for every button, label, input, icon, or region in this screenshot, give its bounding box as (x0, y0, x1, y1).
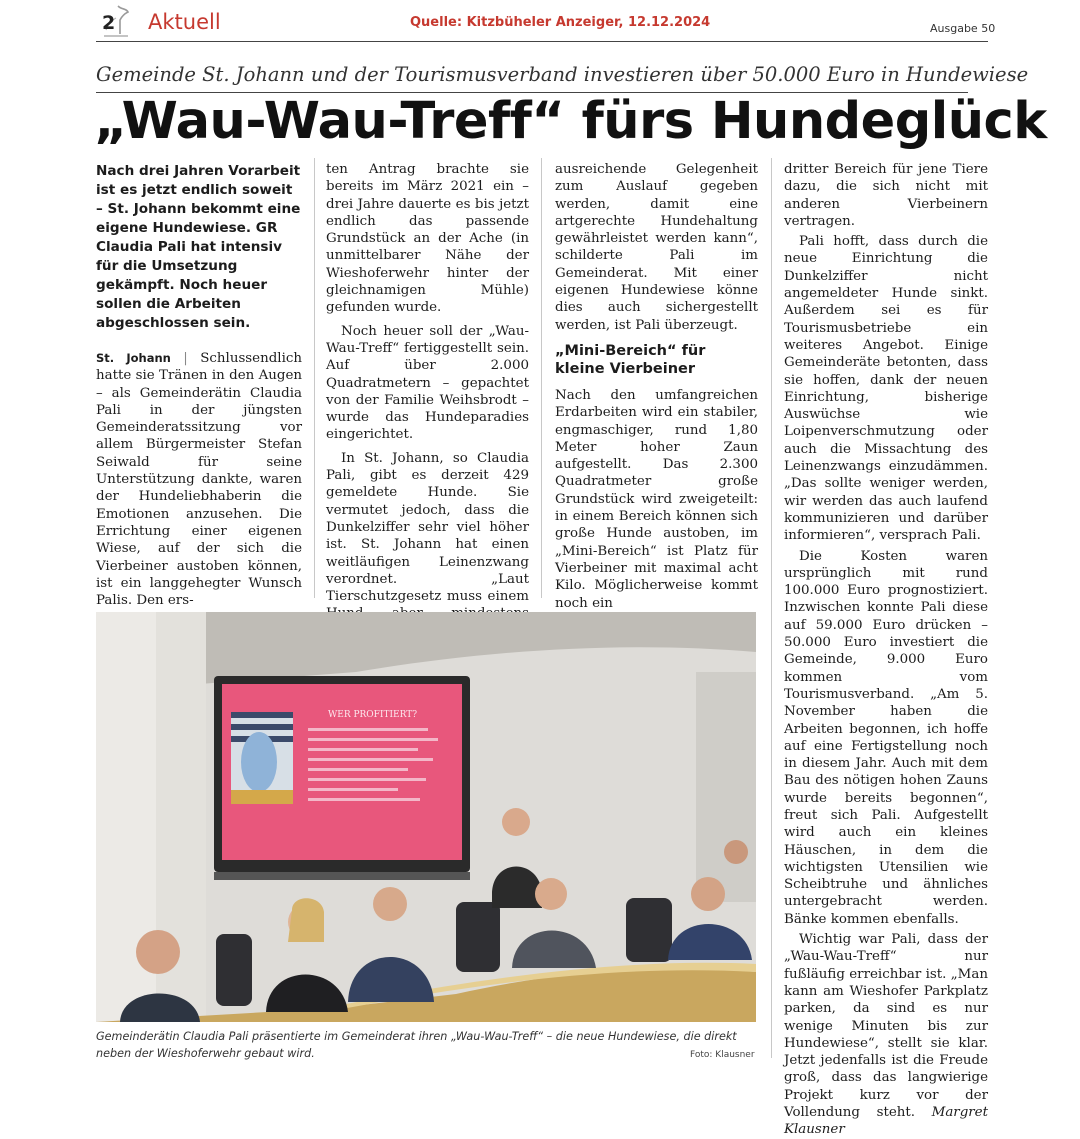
header-rule (96, 41, 988, 42)
subheadline: Gemeinde St. Johann und der Tourismusverband investieren über 50.000 Euro in Hundewiese (96, 63, 1029, 86)
photo-credit: Foto: Klausner (690, 1050, 755, 1060)
photo-caption: Gemeinderätin Claudia Pali präsentierte im Gemeinderat ihren „Wau-Wau-Treff“ – die neue Hundewiese, die direkt neben der Wieshoferwehr gebaut wird. (96, 1030, 737, 1060)
body-text: Schlussendlich hatte sie Tränen in den Augen – als Gemeinderätin Claudia Pali in der jüngsten Gemeinderatssitzung vor allem Bürgermeister Stefan Seiwald für seine Unterstützung dankte, waren der Hundeliebhaberin die Emotionen anzusehen. Die Errichtung einer eigenen Wiese, auf der sich die Vierbeiner austoben können, ist ein langgehegter Wunsch Palis. Den ers- (96, 351, 302, 609)
body-paragraph: ausreichende Gelegenheit zum Auslauf gegeben werden, damit eine artgerechte Hundehaltung gewährleistet werden kann“, schilderte Pali im Gemeinderat. Mit einer eigenen Hundewiese könne dies auch sichergestellt werden, ist Pali überzeugt. (555, 162, 758, 333)
lead-paragraph: Nach drei Jahren Vorarbeit ist es jetzt endlich soweit – St. Johann bekommt eine eigene Hundewiese. GR Claudia Pali hat intensiv für die Umsetzung gekämpft. Noch heuer sollen die Arbeiten abgeschlossen sein. (96, 163, 301, 331)
body-paragraph (784, 931, 988, 1139)
article-photo (96, 612, 756, 1022)
article-column-2 (326, 161, 529, 640)
page-number: 2 (102, 12, 116, 34)
body-text: Wichtig war Pali, dass der „Wau-Wau-Treff“ nur fußläufig erreichbar ist. „Man kann am Wieshofer Parkplatz parken, da sind es nur wenige Minuten bis zur Hundewiese“, stellt sie klar. Jetzt jedenfalls ist die Freude groß, dass das langwierige Projekt kurz vor der Vollendung steht. (784, 932, 988, 1121)
body-paragraph: Nach den umfangreichen Erdarbeiten wird ein stabiler, engmaschiger, rund 1,80 Meter hoher Zaun aufgestellt. Das 2.300 Quadratmeter große Grundstück wird zweigeteilt: in einem Bereich können sich große Hunde austoben, im „Mini-Bereich“ ist Platz für Vierbeiner mit maximal acht Kilo. Möglicherweise kommt noch ein (555, 387, 758, 611)
screen-title: WER PROFITIERT? (328, 710, 418, 720)
column-rule (771, 158, 772, 1058)
column-rule (541, 158, 542, 598)
source-line: Quelle: Kitzbüheler Anzeiger, 12.12.2024 (410, 15, 711, 30)
issue-number: Ausgabe 50 (930, 22, 996, 35)
intertitle: „Mini-Bereich“ für kleine Vierbeiner (555, 342, 706, 377)
section-label: Aktuell (148, 10, 221, 34)
meeting-room-illustration (96, 612, 756, 1022)
location-tag: St. Johann (96, 351, 171, 365)
body-paragraph: St. Johann | Schlussendlich hatte sie Tränen in den Augen – als Gemeinderätin Claudia Pali in der jüngsten Gemeinderatssitzung vor allem Bürgermeister Stefan Seiwald für seine Unterstützung dankte, waren der Hundeliebhaberin die Emotionen anzusehen. Die Errichtung einer eigenen Wiese, auf der sich die Vierbeiner austoben können, ist ein langgehegter Wunsch Palis. Den ers- (96, 351, 302, 609)
body-paragraph: dritter Bereich für jene Tiere dazu, die sich nicht mit anderen Vierbeinern vertragen. (784, 162, 988, 229)
body-paragraph: Die Kosten waren ursprünglich mit rund 100.000 Euro prognostiziert. Inzwischen konnte Pali diese auf 59.000 Euro drücken – 50.000 Euro investiert die Gemeinde, 9.000 Euro kommen vom Tourismusverband. „Am 5. November haben die Arbeiten begonnen, ich hoffe auf eine Fertigstellung noch in diesem Jahr. Auch mit dem Bau des nötigen hohen Zauns wurde bereits begonnen“, freut sich Pali. Aufgestellt wird auch ein kleines Häuschen, in dem die wichtigsten Utensilien wie Scheibtruhe und ähnliches untergebracht werden. Bänke kommen ebenfalls. (784, 548, 988, 927)
body-paragraph: ten Antrag brachte sie bereits im März 2021 ein – drei Jahre dauerte es bis jetzt endlich das passende Grundstück an der Ache (in unmittelbarer Nähe der Wieshoferwehr hinter der gleichnamigen Mühle) gefunden wurde. (326, 162, 529, 316)
body-paragraph: Noch heuer soll der „Wau-Wau-Treff“ fertiggestellt sein. Auf über 2.000 Quadratmetern – gepachtet von der Familie Weihsbrodt – wurde das Hundeparadies eingerichtet. (326, 323, 529, 443)
column-rule (314, 158, 315, 598)
body-paragraph: In St. Johann, so Claudia Pali, gibt es derzeit 429 gemeldete Hunde. Sie vermutet jedoch, dass die Dunkelziffer sehr viel höher ist. St. Johann hat einen weitläufigen Leinenzwang verordnet. „Laut Tierschutzgesetz muss einem (326, 450, 529, 605)
headline: „Wau-Wau-Treff“ fürs Hundeglück (94, 92, 1047, 151)
author-byline: Margret Klausner (784, 1105, 988, 1138)
article-column-4 (784, 161, 988, 1139)
article-column-3 (555, 161, 758, 612)
article-column-1 (96, 162, 302, 609)
body-paragraph: Pali hofft, dass durch die neue Einrichtung die Dunkelziffer nicht angemeldeter Hunde sinkt. Außerdem sei es für Tourismusbetriebe ein weiteres Angebot. Einige Gemeinderäte betonten, dass sie hoffen, dank der neuen Einrichtung, bisherige Auswüchse wie Loipenverschmutzung oder auch die Missachtung des Leinenzwangs einzudämmen. „Das sollte weniger werden, wir werden das auch laufend kommunizieren und darüber informieren“, versprach Pali. (784, 234, 988, 544)
